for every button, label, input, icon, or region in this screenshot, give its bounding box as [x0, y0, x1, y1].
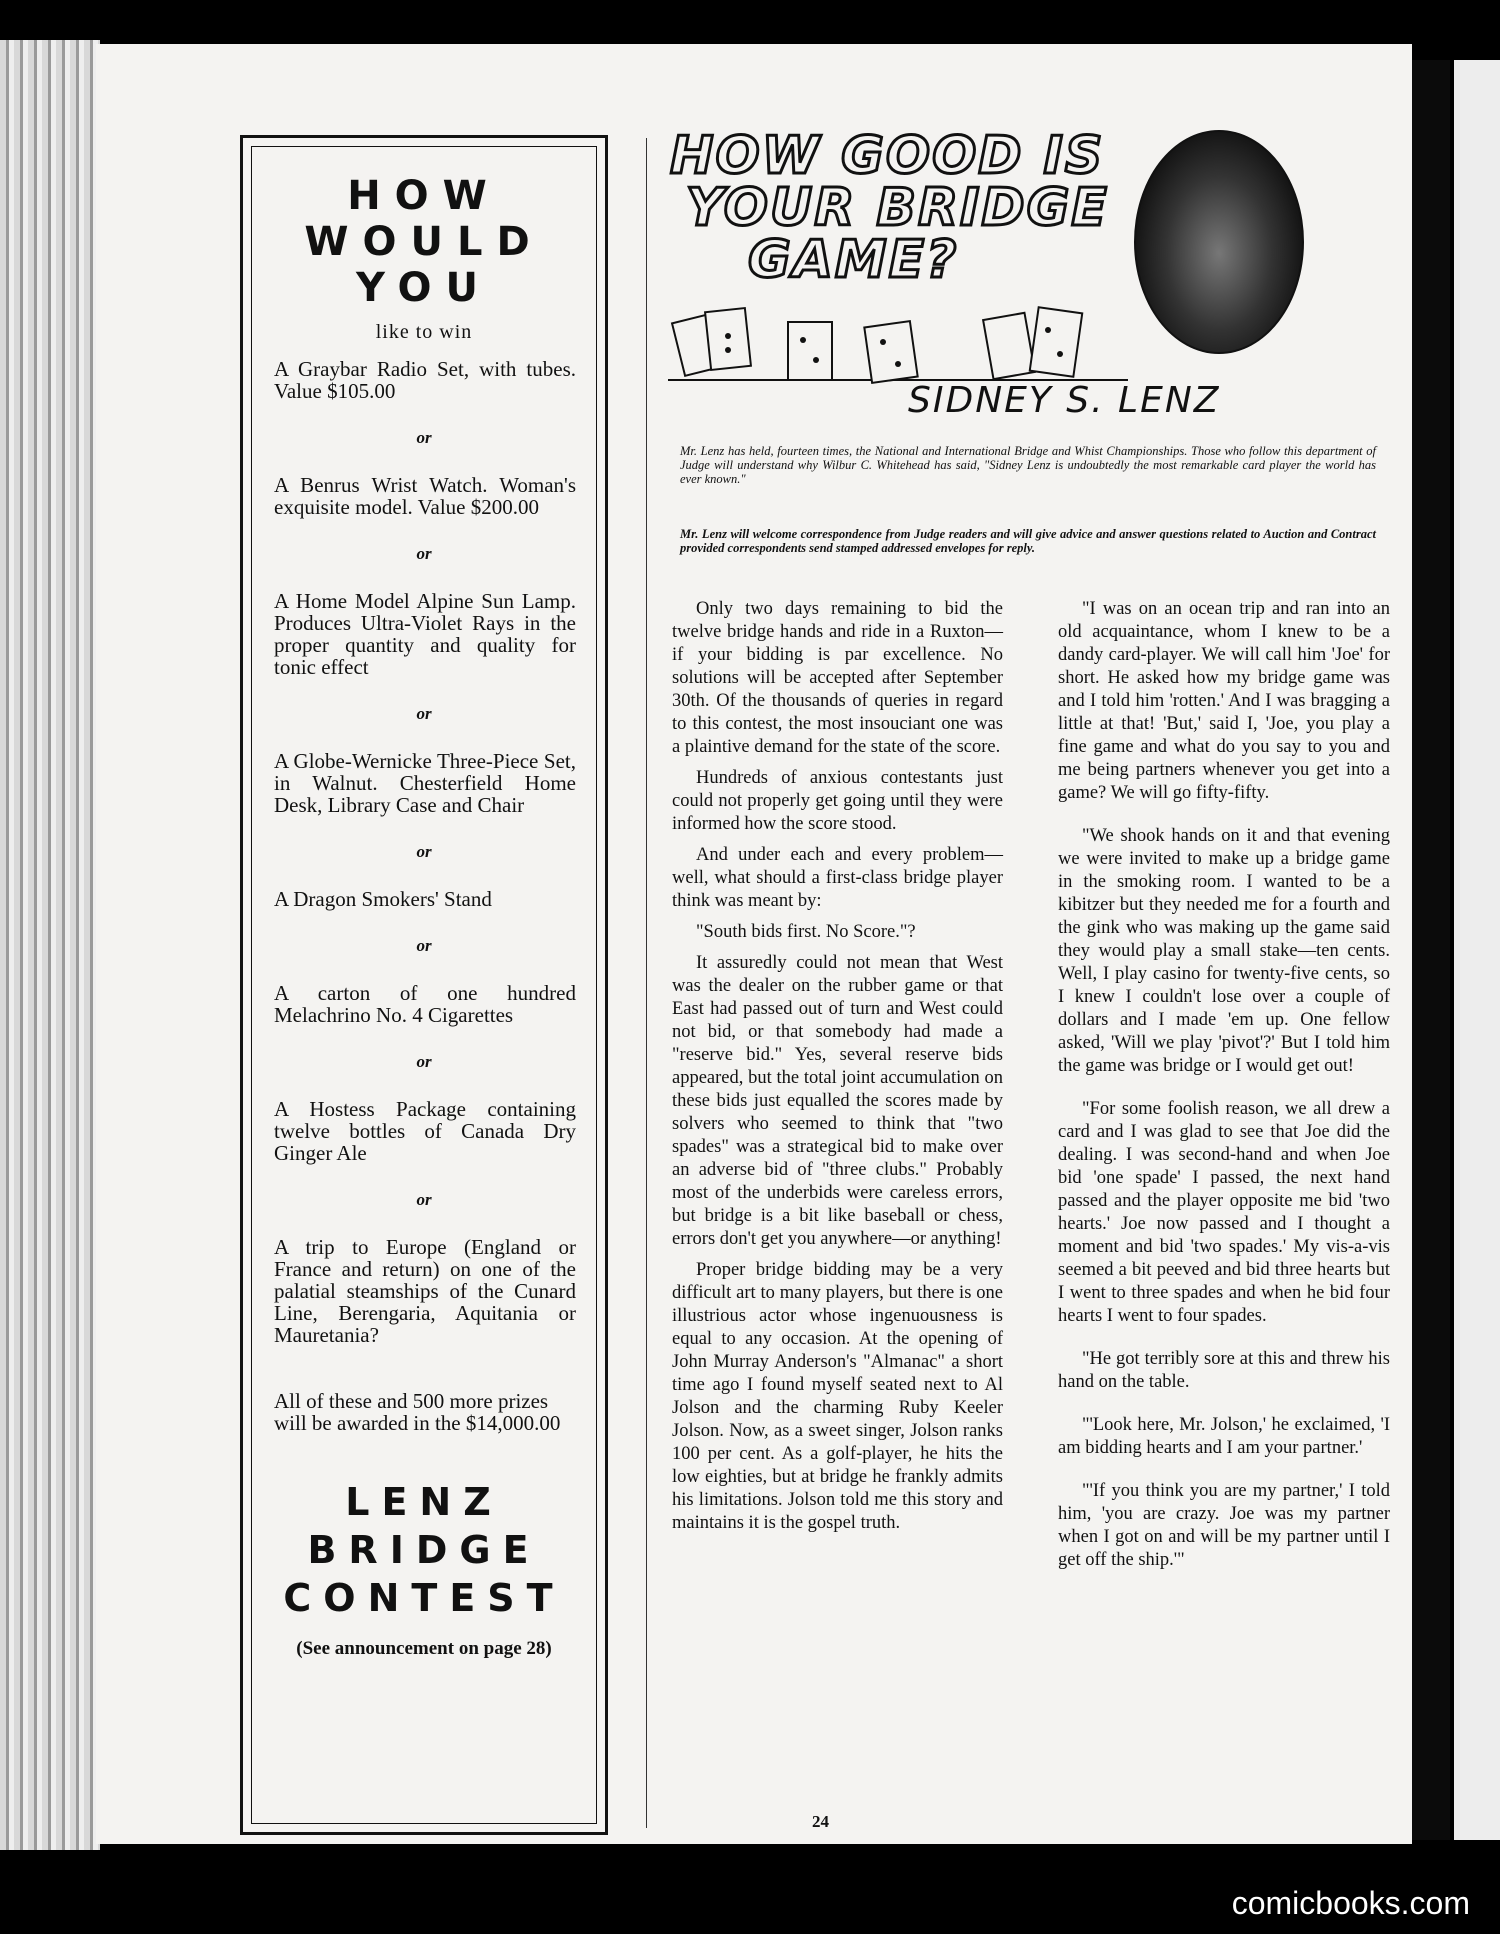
or-separator: or	[416, 936, 432, 955]
or-separator: or	[416, 544, 432, 563]
contest-title	[252, 1478, 596, 1622]
paragraph: And under each and every problem—well, what should a first-class bridge player think was meant by:	[672, 845, 1003, 911]
next-page-edge	[1450, 60, 1500, 1840]
prize-item: A Home Model Alpine Sun Lamp. Produces Ultra-Violet Rays in the proper quantity and quality for tonic effect	[274, 589, 576, 679]
paragraph: Only two days remaining to bid the twelve bridge hands and ride in a Ruxton—if your bidding is par excellence. No solutions will be accepted after September 30th. Of the thousands of queries in regard to this contest, the most insouciant one was a plaintive demand for the state of the score.	[672, 599, 1003, 757]
page-number: 24	[812, 1812, 829, 1831]
ad-headline-line: WOULD	[304, 219, 544, 265]
article-title-line: GAME?	[748, 230, 959, 290]
or-separator: or	[416, 704, 432, 723]
see-announcement: (See announcement on page 28)	[296, 1638, 552, 1659]
ad-headline-line: HOW	[347, 173, 501, 219]
prize-item: A Dragon Smokers' Stand	[274, 887, 492, 911]
playing-cards-illustration	[668, 280, 1128, 390]
prize-item: A Hostess Package containing twelve bottles of Canada Dry Ginger Ale	[274, 1097, 576, 1165]
contest-advertisement	[240, 135, 608, 1835]
article-byline: SIDNEY S. LENZ	[908, 380, 1221, 421]
paragraph: "For some foolish reason, we all drew a card and I was glad to see that Joe did the dealing. I was second-hand and when Joe bid 'one spade' I passed, the next hand passed and the player opposite me bid 'two hearts.' Joe now passed and I thought a moment and bid 'two spades.' My vis-a-vis seemed a bit peeved and bid three hearts but I went to three spades and when he bid four hearts I went to four spades.	[1058, 1099, 1390, 1326]
paragraph: "We shook hands on it and that evening we were invited to make up a bridge game in the smoking room. I wanted to be a kibitzer but they needed me for a fourth and the gink who was making up the game said they would play a small stake—ten cents. Well, I play casino for twenty-five cents, so I knew I couldn't lose over a couple of dollars and I made 'em up. One fellow asked, 'Will we play 'pivot'?' But I told him the game was bridge or I would get out!	[1058, 826, 1390, 1076]
article-column-1	[672, 598, 1003, 1543]
prize-item: A trip to Europe (England or France and return) on one of the palatial steamships of the Cunard Line, Berengaria, Aquitania or Mauretania?	[274, 1235, 576, 1347]
contest-title-line: BRIDGE	[307, 1528, 541, 1572]
column-divider	[646, 138, 647, 1828]
paragraph: "'Look here, Mr. Jolson,' he exclaimed, 'I am bidding hearts and I am your partner.'	[1058, 1415, 1390, 1458]
ad-headline-line: YOU	[355, 265, 493, 311]
ad-headline	[252, 173, 596, 311]
article-header-art	[668, 126, 1268, 440]
book-spine-pages	[0, 40, 100, 1850]
author-intro: Mr. Lenz has held, fourteen times, the National and International Bridge and Whist Championships. Those who follow this department of Judge will understand why Wilbur C. Whitehead has said, "Sidney Lenz is undoubtedly the most remarkable card player the world has ever known."	[680, 444, 1376, 486]
ad-subhead: like to win	[375, 321, 473, 343]
article-title-line: YOUR BRIDGE	[686, 178, 1109, 238]
or-separator: or	[416, 428, 432, 447]
or-separator: or	[416, 1190, 432, 1209]
paragraph: It assuredly could not mean that West was the dealer on the rubber game or that East had passed out of turn and West could not bid, or that somebody had made a "reserve bid." Yes, several reserve bids appeared, but the total joint accumulation on these bids just equalled the scores made by solvers who seemed to think that "two spades" was a strategical bid to make over an adverse bid of "three clubs." Probably most of the underbids were careless errors, but bridge is a bit like baseball or chess, errors don't get you anywhere—or anything!	[672, 953, 1003, 1249]
site-watermark: comicbooks.com	[1231, 1885, 1470, 1921]
paragraph: "'If you think you are my partner,' I told him, 'you are crazy. Joe was my partner when I got on and will be my partner until I get off the ship.'"	[1058, 1481, 1390, 1570]
ad-total-prizes: All of these and 500 more prizes will be awarded in the $14,000.00	[274, 1389, 561, 1435]
ad-inner-border	[251, 146, 597, 1824]
article-title-line: HOW GOOD IS	[670, 126, 1105, 186]
paragraph: "I was on an ocean trip and ran into an old acquaintance, whom I knew to be a dandy card-player. We will call him 'Joe' for short. He asked how my bridge game was and I told him 'rotten.' And I was bragging a little at that! 'But,' said I, 'Joe, you play a fine game and what do you say to you and me being partners whenever you get into a game? We will go fifty-fifty.	[1058, 599, 1390, 803]
prize-item: A Globe-Wernicke Three-Piece Set, in Walnut. Chesterfield Home Desk, Library Case and Chair	[274, 749, 576, 817]
prize-item: A Benrus Wrist Watch. Woman's exquisite model. Value $200.00	[274, 473, 576, 519]
or-separator: or	[416, 842, 432, 861]
contest-title-line: LENZ	[345, 1480, 503, 1524]
paragraph: "He got terribly sore at this and threw his hand on the table.	[1058, 1349, 1390, 1392]
prize-item: A Graybar Radio Set, with tubes. Value $105.00	[274, 357, 576, 403]
paragraph: Proper bridge bidding may be a very difficult art to many players, but there is one illustrious actor whose ingenuousness is equal to any occasion. At the opening of John Murray Anderson's "Almanac" a short time ago I found myself seated next to Al Jolson and the charming Ruby Keeler Jolson. Now, as a sweet singer, Jolson ranks 100 per cent. As a golf-player, he hits the low eighties, but at bridge he frankly admits his limitations. Jolson told me this story and maintains it is the gospel truth.	[672, 1260, 1003, 1533]
author-portrait	[1134, 130, 1304, 354]
correspondence-note: Mr. Lenz will welcome correspondence from Judge readers and will give advice and answer questions related to Auction and Contract provided correspondents send stamped addressed envelopes for reply.	[680, 527, 1376, 555]
paragraph: "South bids first. No Score."?	[696, 922, 916, 942]
contest-title-line: CONTEST	[283, 1576, 565, 1620]
article-column-2	[1058, 598, 1390, 1592]
prize-item: A carton of one hundred Melachrino No. 4 Cigarettes	[274, 981, 576, 1027]
or-separator: or	[416, 1052, 432, 1071]
paragraph: Hundreds of anxious contestants just could not properly get going until they were informed how the score stood.	[672, 768, 1003, 834]
